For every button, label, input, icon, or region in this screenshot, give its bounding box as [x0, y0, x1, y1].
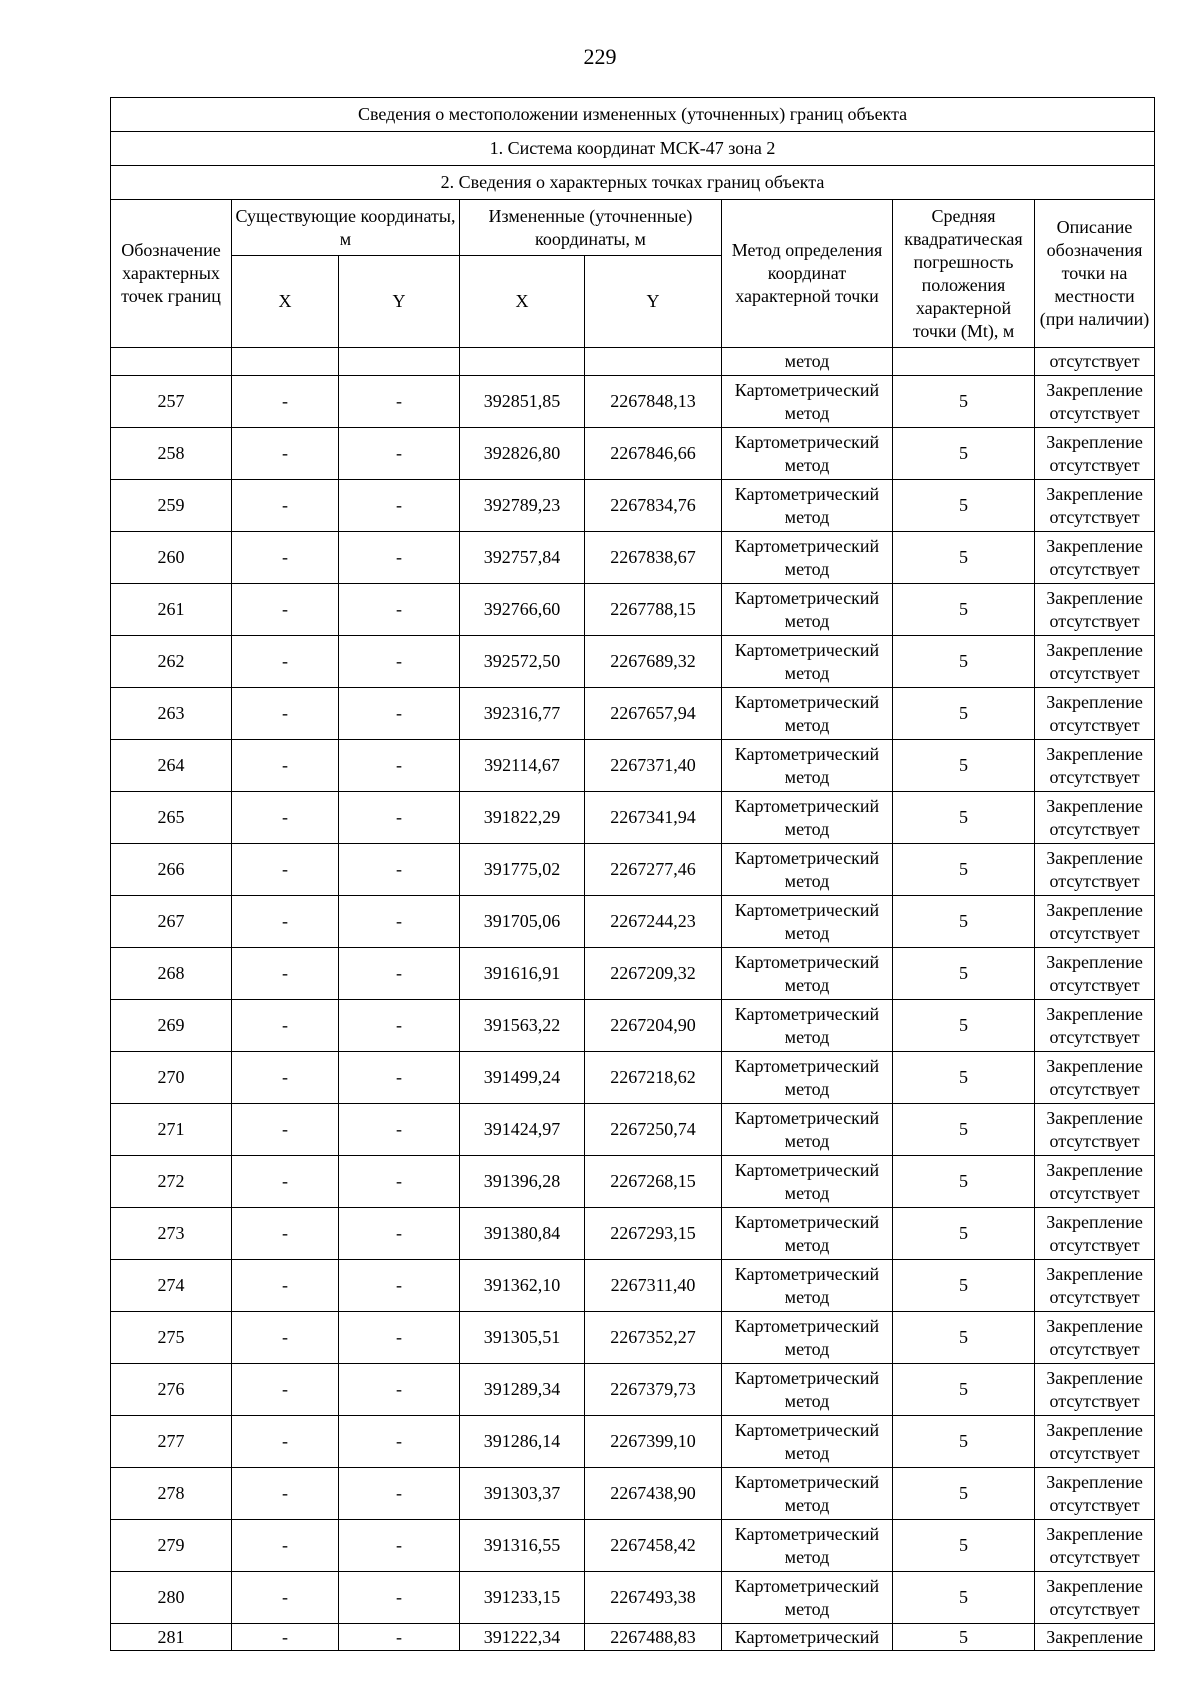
cell-error: 5: [893, 376, 1035, 428]
cell-method: Картометрический метод: [722, 428, 893, 480]
cell-existing-x: -: [232, 1156, 339, 1208]
cell-existing-y: -: [339, 1000, 460, 1052]
cell-changed-x: 391424,97: [460, 1104, 585, 1156]
cell-error: 5: [893, 1572, 1035, 1624]
cell-changed-x: 391286,14: [460, 1416, 585, 1468]
header-description: Описание обозначения точки на местности (при наличии): [1035, 200, 1155, 348]
cell-changed-x: 392757,84: [460, 532, 585, 584]
cell-method: Картометрический метод: [722, 1416, 893, 1468]
table-row: [111, 1208, 1155, 1260]
cell-description: Закрепление отсутствует: [1035, 1052, 1155, 1104]
cell-changed-y: 2267341,94: [585, 792, 722, 844]
cell-point-id: 277: [111, 1416, 232, 1468]
cell-point-id: 281: [111, 1624, 232, 1651]
cell-point-id: 270: [111, 1052, 232, 1104]
header-existing-coords: Существующие координаты, м: [232, 200, 460, 256]
cell-existing-y: -: [339, 1312, 460, 1364]
cell-changed-x: 391316,55: [460, 1520, 585, 1572]
cell-changed-y: 2267250,74: [585, 1104, 722, 1156]
cell-changed-y: 2267244,23: [585, 896, 722, 948]
cell-method: Картометрический метод: [722, 792, 893, 844]
cell-existing-x: -: [232, 740, 339, 792]
cell-error: 5: [893, 636, 1035, 688]
cell-method: Картометрический метод: [722, 376, 893, 428]
cell-changed-y: 2267488,83: [585, 1624, 722, 1651]
cell-changed-x: 392114,67: [460, 740, 585, 792]
cell-description: Закрепление отсутствует: [1035, 896, 1155, 948]
header-changed-y: Y: [585, 256, 722, 348]
cell-method: Картометрический метод: [722, 1104, 893, 1156]
cell-point-id: 258: [111, 428, 232, 480]
cell-changed-x: 392826,80: [460, 428, 585, 480]
cell-existing-x: -: [232, 1208, 339, 1260]
cell-changed-x: 391233,15: [460, 1572, 585, 1624]
header-point-designation: Обозначение характерных точек границ: [111, 200, 232, 348]
cell-existing-x: -: [232, 792, 339, 844]
cell-changed-y: 2267438,90: [585, 1468, 722, 1520]
table-row: [111, 1052, 1155, 1104]
cell-description: Закрепление отсутствует: [1035, 1468, 1155, 1520]
cell-existing-x: -: [232, 948, 339, 1000]
cell-method: Картометрический метод: [722, 1572, 893, 1624]
cell-error: 5: [893, 480, 1035, 532]
cell-changed-x: 392316,77: [460, 688, 585, 740]
table-row: [111, 532, 1155, 584]
cell-existing-x: -: [232, 896, 339, 948]
table-row: [111, 1520, 1155, 1572]
cell-description: Закрепление отсутствует: [1035, 376, 1155, 428]
cell-existing-y: -: [339, 948, 460, 1000]
cell-existing-y: -: [339, 688, 460, 740]
cell-changed-y: 2267846,66: [585, 428, 722, 480]
cell-existing-y: -: [339, 1260, 460, 1312]
cell-error: 5: [893, 1364, 1035, 1416]
header-method: Метод определения координат характерной точки: [722, 200, 893, 348]
table-row: [111, 480, 1155, 532]
cell-error: 5: [893, 1000, 1035, 1052]
cell-method: Картометрический метод: [722, 844, 893, 896]
cell-point-id: 268: [111, 948, 232, 1000]
table-row: [111, 1572, 1155, 1624]
coordinate-system-caption: 1. Система координат МСК-47 зона 2: [111, 132, 1155, 166]
cell-changed-x: 391305,51: [460, 1312, 585, 1364]
page-number: 229: [583, 44, 617, 69]
header-changed-x: X: [460, 256, 585, 348]
cell-existing-x: -: [232, 636, 339, 688]
cell-point-id: 278: [111, 1468, 232, 1520]
cell-error: 5: [893, 740, 1035, 792]
cell-changed-y: 2267209,32: [585, 948, 722, 1000]
table-body: [111, 376, 1155, 1651]
table-row: [111, 584, 1155, 636]
cell-changed-x: 391222,34: [460, 1624, 585, 1651]
cell-changed-y: 2267218,62: [585, 1052, 722, 1104]
cell-description: Закрепление отсутствует: [1035, 1156, 1155, 1208]
table-title: Сведения о местоположении измененных (уточненных) границ объекта: [111, 98, 1155, 132]
cell-description: Закрепление отсутствует: [1035, 688, 1155, 740]
cell-point-id: 272: [111, 1156, 232, 1208]
cell-method: Картометрический метод: [722, 1364, 893, 1416]
cell-description: Закрепление отсутствует: [1035, 1520, 1155, 1572]
cell-existing-x: -: [232, 1000, 339, 1052]
cell-existing-x: -: [232, 1364, 339, 1416]
cell-changed-x: 391499,24: [460, 1052, 585, 1104]
table-row: [111, 376, 1155, 428]
cell-changed-y: 2267371,40: [585, 740, 722, 792]
table-row: [111, 1312, 1155, 1364]
cell-method: Картометрический метод: [722, 1156, 893, 1208]
cell-existing-y: -: [339, 376, 460, 428]
table-row: [111, 1416, 1155, 1468]
cell-description: Закрепление отсутствует: [1035, 428, 1155, 480]
cell-description: Закрепление отсутствует: [1035, 584, 1155, 636]
cell-existing-x: -: [232, 1312, 339, 1364]
cell-existing-y: -: [339, 1156, 460, 1208]
cell-existing-x: -: [232, 1052, 339, 1104]
cell-changed-y: 2267277,46: [585, 844, 722, 896]
cell-changed-x: 391289,34: [460, 1364, 585, 1416]
cell-existing-y: -: [339, 1572, 460, 1624]
table-row: [111, 428, 1155, 480]
cell-changed-x: 391303,37: [460, 1468, 585, 1520]
cell-error: 5: [893, 1416, 1035, 1468]
cell-description: Закрепление отсутствует: [1035, 1312, 1155, 1364]
cell-existing-y: -: [339, 428, 460, 480]
cell-existing-x: -: [232, 428, 339, 480]
cell-changed-x: 391362,10: [460, 1260, 585, 1312]
cell-error: 5: [893, 1624, 1035, 1651]
cell-changed-y: 2267834,76: [585, 480, 722, 532]
cell-method: Картометрический метод: [722, 740, 893, 792]
cell-changed-x: 391616,91: [460, 948, 585, 1000]
cell-existing-x: -: [232, 844, 339, 896]
cell-existing-y: -: [339, 1416, 460, 1468]
cell-method: Картометрический: [722, 1624, 893, 1651]
cell-method: Картометрический метод: [722, 480, 893, 532]
cell-error: 5: [893, 688, 1035, 740]
table-row: [111, 740, 1155, 792]
cell-error: 5: [893, 532, 1035, 584]
cell-changed-y: 2267848,13: [585, 376, 722, 428]
cell-method: Картометрический метод: [722, 688, 893, 740]
cell-method: Картометрический метод: [722, 584, 893, 636]
cell-error: 5: [893, 1052, 1035, 1104]
cell-description: Закрепление отсутствует: [1035, 1260, 1155, 1312]
cell-description: Закрепление отсутствует: [1035, 1572, 1155, 1624]
cell-point-id: 274: [111, 1260, 232, 1312]
cell-method: Картометрический метод: [722, 948, 893, 1000]
cell-changed-y: 2267293,15: [585, 1208, 722, 1260]
cell-point-id: 259: [111, 480, 232, 532]
cell-point-id: 263: [111, 688, 232, 740]
cell-existing-x: -: [232, 1572, 339, 1624]
cell-error: 5: [893, 1260, 1035, 1312]
cell-changed-y: 2267838,67: [585, 532, 722, 584]
cell-changed-y: 2267458,42: [585, 1520, 722, 1572]
table-row: [111, 844, 1155, 896]
cell-point-id: 279: [111, 1520, 232, 1572]
cell-existing-y: -: [339, 1208, 460, 1260]
cell-existing-y: -: [339, 1624, 460, 1651]
cell-existing-y: -: [339, 844, 460, 896]
cell-description: Закрепление отсутствует: [1035, 532, 1155, 584]
cell-existing-x: -: [232, 584, 339, 636]
cell-point-id: 265: [111, 792, 232, 844]
cell-description: Закрепление отсутствует: [1035, 1104, 1155, 1156]
cell-existing-x: -: [232, 1416, 339, 1468]
cell-changed-x: 392851,85: [460, 376, 585, 428]
cell-changed-y: 2267268,15: [585, 1156, 722, 1208]
cell-point-id: 271: [111, 1104, 232, 1156]
cell-error: 5: [893, 584, 1035, 636]
cell-existing-y: -: [339, 792, 460, 844]
cell-existing-x: -: [232, 532, 339, 584]
cell-description: Закрепление отсутствует: [1035, 1416, 1155, 1468]
cell-changed-x: 391705,06: [460, 896, 585, 948]
header-existing-x: X: [232, 256, 339, 348]
cell-existing-x: -: [232, 1468, 339, 1520]
table-row: [111, 636, 1155, 688]
cell-error: 5: [893, 1468, 1035, 1520]
cell-point-id: 266: [111, 844, 232, 896]
cell-changed-x: 391822,29: [460, 792, 585, 844]
cell-method: Картометрический метод: [722, 636, 893, 688]
cell-existing-y: -: [339, 584, 460, 636]
cell-method: Картометрический метод: [722, 896, 893, 948]
table-row: [111, 792, 1155, 844]
cell-existing-y: -: [339, 1104, 460, 1156]
cell-method: Картометрический метод: [722, 1000, 893, 1052]
cell-point-id: 260: [111, 532, 232, 584]
cell-method: метод: [722, 348, 893, 376]
cell-changed-y: 2267311,40: [585, 1260, 722, 1312]
cell-existing-x: -: [232, 376, 339, 428]
cell-method: Картометрический метод: [722, 1052, 893, 1104]
cell-existing-y: -: [339, 1052, 460, 1104]
table-row-continued: [111, 348, 1155, 376]
cell-point-id: 269: [111, 1000, 232, 1052]
table-row: [111, 1104, 1155, 1156]
cell-changed-y: 2267399,10: [585, 1416, 722, 1468]
cell-error: 5: [893, 948, 1035, 1000]
table-row: [111, 896, 1155, 948]
table-row: [111, 1624, 1155, 1651]
cell-changed-y: 2267379,73: [585, 1364, 722, 1416]
cell-description: Закрепление отсутствует: [1035, 948, 1155, 1000]
cell-changed-x: 391380,84: [460, 1208, 585, 1260]
cell-point-id: 280: [111, 1572, 232, 1624]
cell-existing-y: -: [339, 1364, 460, 1416]
cell-point-id: 276: [111, 1364, 232, 1416]
cell-error: 5: [893, 844, 1035, 896]
cell-description: Закрепление отсутствует: [1035, 480, 1155, 532]
cell-point-id: 264: [111, 740, 232, 792]
cell-existing-y: -: [339, 636, 460, 688]
table-row: [111, 1000, 1155, 1052]
cell-method: Картометрический метод: [722, 532, 893, 584]
cell-description: Закрепление отсутствует: [1035, 1000, 1155, 1052]
cell-method: Картометрический метод: [722, 1312, 893, 1364]
cell-changed-y: 2267493,38: [585, 1572, 722, 1624]
cell-existing-x: -: [232, 1520, 339, 1572]
table-row: [111, 1364, 1155, 1416]
cell-description: Закрепление отсутствует: [1035, 844, 1155, 896]
cell-existing-y: -: [339, 480, 460, 532]
cell-method: Картометрический метод: [722, 1260, 893, 1312]
cell-description: Закрепление: [1035, 1624, 1155, 1651]
header-error: Средняя квадратическая погрешность положения характерной точки (Mt), м: [893, 200, 1035, 348]
cell-changed-y: 2267788,15: [585, 584, 722, 636]
cell-changed-x: 392572,50: [460, 636, 585, 688]
header-existing-y: Y: [339, 256, 460, 348]
cell-error: 5: [893, 428, 1035, 480]
cell-existing-x: -: [232, 1104, 339, 1156]
cell-changed-y: 2267657,94: [585, 688, 722, 740]
cell-description: Закрепление отсутствует: [1035, 1364, 1155, 1416]
table-row: [111, 1260, 1155, 1312]
cell-existing-x: -: [232, 1624, 339, 1651]
cell-existing-x: -: [232, 688, 339, 740]
header-changed-coords: Измененные (уточненные) координаты, м: [460, 200, 722, 256]
table-row: [111, 948, 1155, 1000]
cell-point-id: 261: [111, 584, 232, 636]
cell-point-id: 267: [111, 896, 232, 948]
cell-point-id: 262: [111, 636, 232, 688]
cell-existing-y: -: [339, 1520, 460, 1572]
boundary-points-table: [110, 97, 1155, 1651]
cell-description: Закрепление отсутствует: [1035, 1208, 1155, 1260]
cell-description: отсутствует: [1035, 348, 1155, 376]
cell-method: Картометрический метод: [722, 1468, 893, 1520]
cell-changed-x: 392766,60: [460, 584, 585, 636]
cell-error: 5: [893, 896, 1035, 948]
cell-changed-x: 391563,22: [460, 1000, 585, 1052]
table-row: [111, 688, 1155, 740]
cell-method: Картометрический метод: [722, 1208, 893, 1260]
table-row: [111, 1156, 1155, 1208]
cell-existing-y: -: [339, 532, 460, 584]
cell-error: 5: [893, 1312, 1035, 1364]
cell-existing-x: -: [232, 1260, 339, 1312]
cell-existing-x: -: [232, 480, 339, 532]
cell-existing-y: -: [339, 896, 460, 948]
cell-description: Закрепление отсутствует: [1035, 636, 1155, 688]
cell-changed-y: 2267689,32: [585, 636, 722, 688]
cell-point-id: 273: [111, 1208, 232, 1260]
cell-error: 5: [893, 1104, 1035, 1156]
cell-changed-y: 2267352,27: [585, 1312, 722, 1364]
table-row: [111, 1468, 1155, 1520]
cell-description: Закрепление отсутствует: [1035, 740, 1155, 792]
cell-error: 5: [893, 1156, 1035, 1208]
cell-changed-x: 392789,23: [460, 480, 585, 532]
cell-error: 5: [893, 792, 1035, 844]
cell-existing-y: -: [339, 740, 460, 792]
cell-error: 5: [893, 1520, 1035, 1572]
cell-changed-x: 391775,02: [460, 844, 585, 896]
cell-point-id: 257: [111, 376, 232, 428]
points-section-caption: 2. Сведения о характерных точках границ объекта: [111, 166, 1155, 200]
cell-point-id: 275: [111, 1312, 232, 1364]
cell-method: Картометрический метод: [722, 1520, 893, 1572]
cell-changed-x: 391396,28: [460, 1156, 585, 1208]
cell-error: 5: [893, 1208, 1035, 1260]
cell-existing-y: -: [339, 1468, 460, 1520]
cell-description: Закрепление отсутствует: [1035, 792, 1155, 844]
cell-changed-y: 2267204,90: [585, 1000, 722, 1052]
